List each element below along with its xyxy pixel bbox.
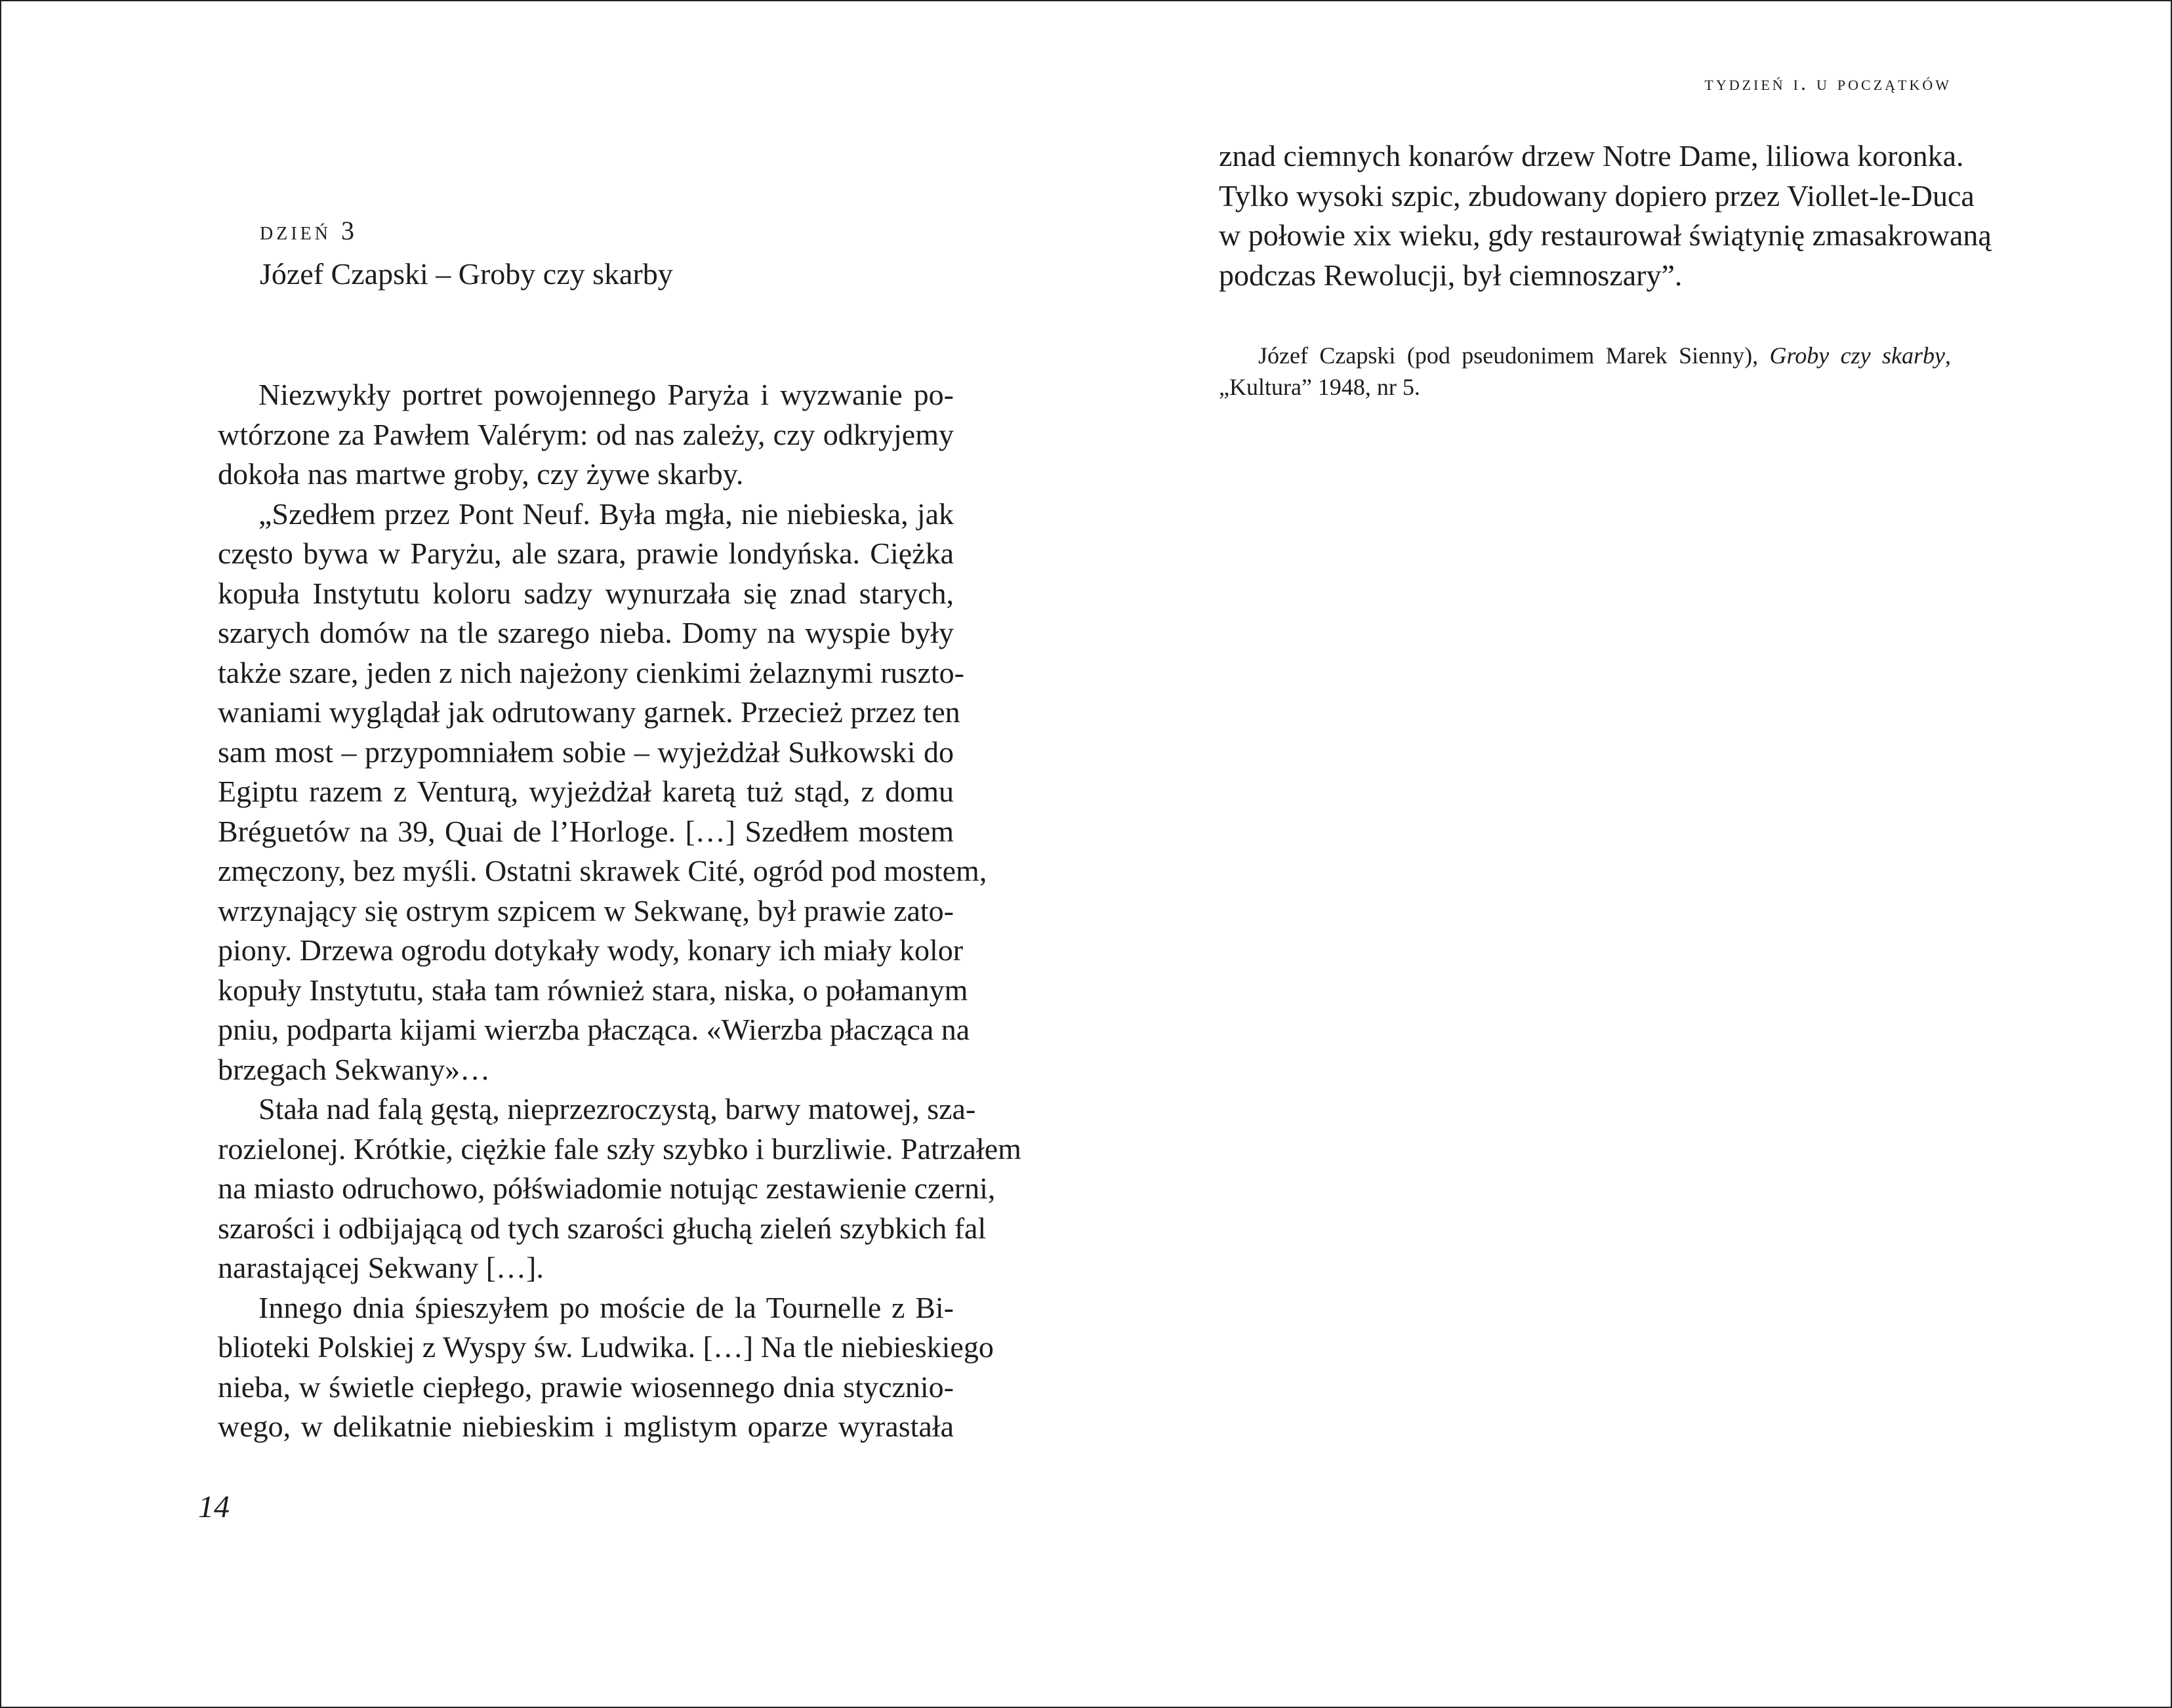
text-line: kopuły Instytutu, stała tam również stara, niska, o połamanym	[218, 973, 968, 1007]
text-line: Stała nad falą gęstą, nieprzezroczystą, barwy matowej, sza-	[258, 1092, 976, 1126]
text-line: w połowie xix wieku, gdy restaurował świątynię zmasakrowaną	[1219, 218, 1992, 252]
text-line: blioteki Polskiej z Wyspy św. Ludwika. […] Na tle niebieskiego	[218, 1330, 994, 1364]
day-title: Józef Czapski – Groby czy skarby	[260, 257, 673, 291]
text-line: często bywa w Paryżu, ale szara, prawie londyńska. Ciężka	[218, 537, 954, 570]
right-body-text	[1219, 136, 1992, 295]
text-line: waniami wyglądał jak odrutowany garnek. Przecież przez ten	[218, 695, 960, 729]
text-line: zmęczony, bez myśli. Ostatni skrawek Cité, ogród pod mostem,	[218, 854, 987, 887]
left-body-text	[218, 375, 1021, 1447]
citation-title: Groby czy skarby	[1769, 342, 1945, 369]
text-line: nieba, w świetle ciepłego, prawie wiosennego dnia stycznio-	[218, 1370, 954, 1404]
source-citation	[1219, 340, 1951, 403]
text-line: szarych domów na tle szarego nieba. Domy na wyspie były	[218, 616, 954, 649]
text-line: Bréguetów na 39, Quai de l’Horloge. […] Szedłem mostem	[218, 814, 954, 848]
text-line: szarości i odbijającą od tych szarości głuchą zieleń szybkich fal	[218, 1211, 987, 1245]
citation-line	[1219, 340, 1951, 371]
text-line: Niezwykły portret powojennego Paryża i wyzwanie po-	[258, 378, 954, 411]
text-line: brzegach Sekwany»…	[218, 1052, 491, 1086]
text-line: także szare, jeden z nich najeżony cienkimi żelaznymi ruszto-	[218, 655, 964, 689]
running-head: tydzień i. u początków	[1704, 71, 1952, 94]
text-line: wrzynający się ostrym szpicem w Sekwanę, był prawie zato-	[218, 893, 954, 927]
citation-line: „Kultura” 1948, nr 5.	[1219, 374, 1420, 400]
text-line: znad ciemnych konarów drzew Notre Dame, liliowa koronka.	[1219, 139, 1964, 173]
text-line: kopuła Instytutu koloru sadzy wynurzała się znad starych,	[218, 576, 954, 610]
citation-comma: ,	[1945, 342, 1951, 369]
text-line: wtórzone za Pawłem Valérym: od nas zależy, czy odkryjemy	[218, 417, 954, 451]
left-page	[1, 1, 1086, 1707]
text-line: narastającej Sekwany […].	[218, 1251, 544, 1284]
day-label: dzień 3	[260, 216, 358, 245]
text-line: dokoła nas martwe groby, czy żywe skarby.	[218, 457, 744, 491]
text-line: podczas Rewolucji, był ciemnoszary”.	[1219, 258, 1683, 292]
text-line: na miasto odruchowo, półświadomie notując zestawienie czerni,	[218, 1171, 996, 1205]
text-line: Innego dnia śpieszyłem po moście de la Tournelle z Bi-	[258, 1290, 954, 1324]
text-line: Egiptu razem z Venturą, wyjeżdżał karetą tuż stąd, z domu	[218, 775, 954, 808]
text-line: Tylko wysoki szpic, zbudowany dopiero przez Viollet-le-Duca	[1219, 178, 1975, 213]
page-number: 14	[198, 1490, 230, 1524]
text-line: pniu, podparta kijami wierzba płacząca. «Wierzba płacząca na	[218, 1013, 970, 1046]
text-line: sam most – przypomniałem sobie – wyjeżdżał Sułkowski do	[218, 735, 954, 769]
text-line: rozielonej. Krótkie, ciężkie fale szły szybko i burzliwie. Patrzałem	[218, 1131, 1021, 1166]
citation-author: Józef Czapski (pod pseudonimem Marek Sienny),	[1258, 342, 1770, 369]
right-page	[1086, 1, 2171, 1707]
text-line: wego, w delikatnie niebieskim i mglistym oparze wyrastała	[218, 1410, 954, 1443]
text-line: „Szedłem przez Pont Neuf. Była mgła, nie niebieska, jak	[258, 497, 954, 531]
text-line: piony. Drzewa ogrodu dotykały wody, konary ich miały kolor	[218, 933, 964, 967]
